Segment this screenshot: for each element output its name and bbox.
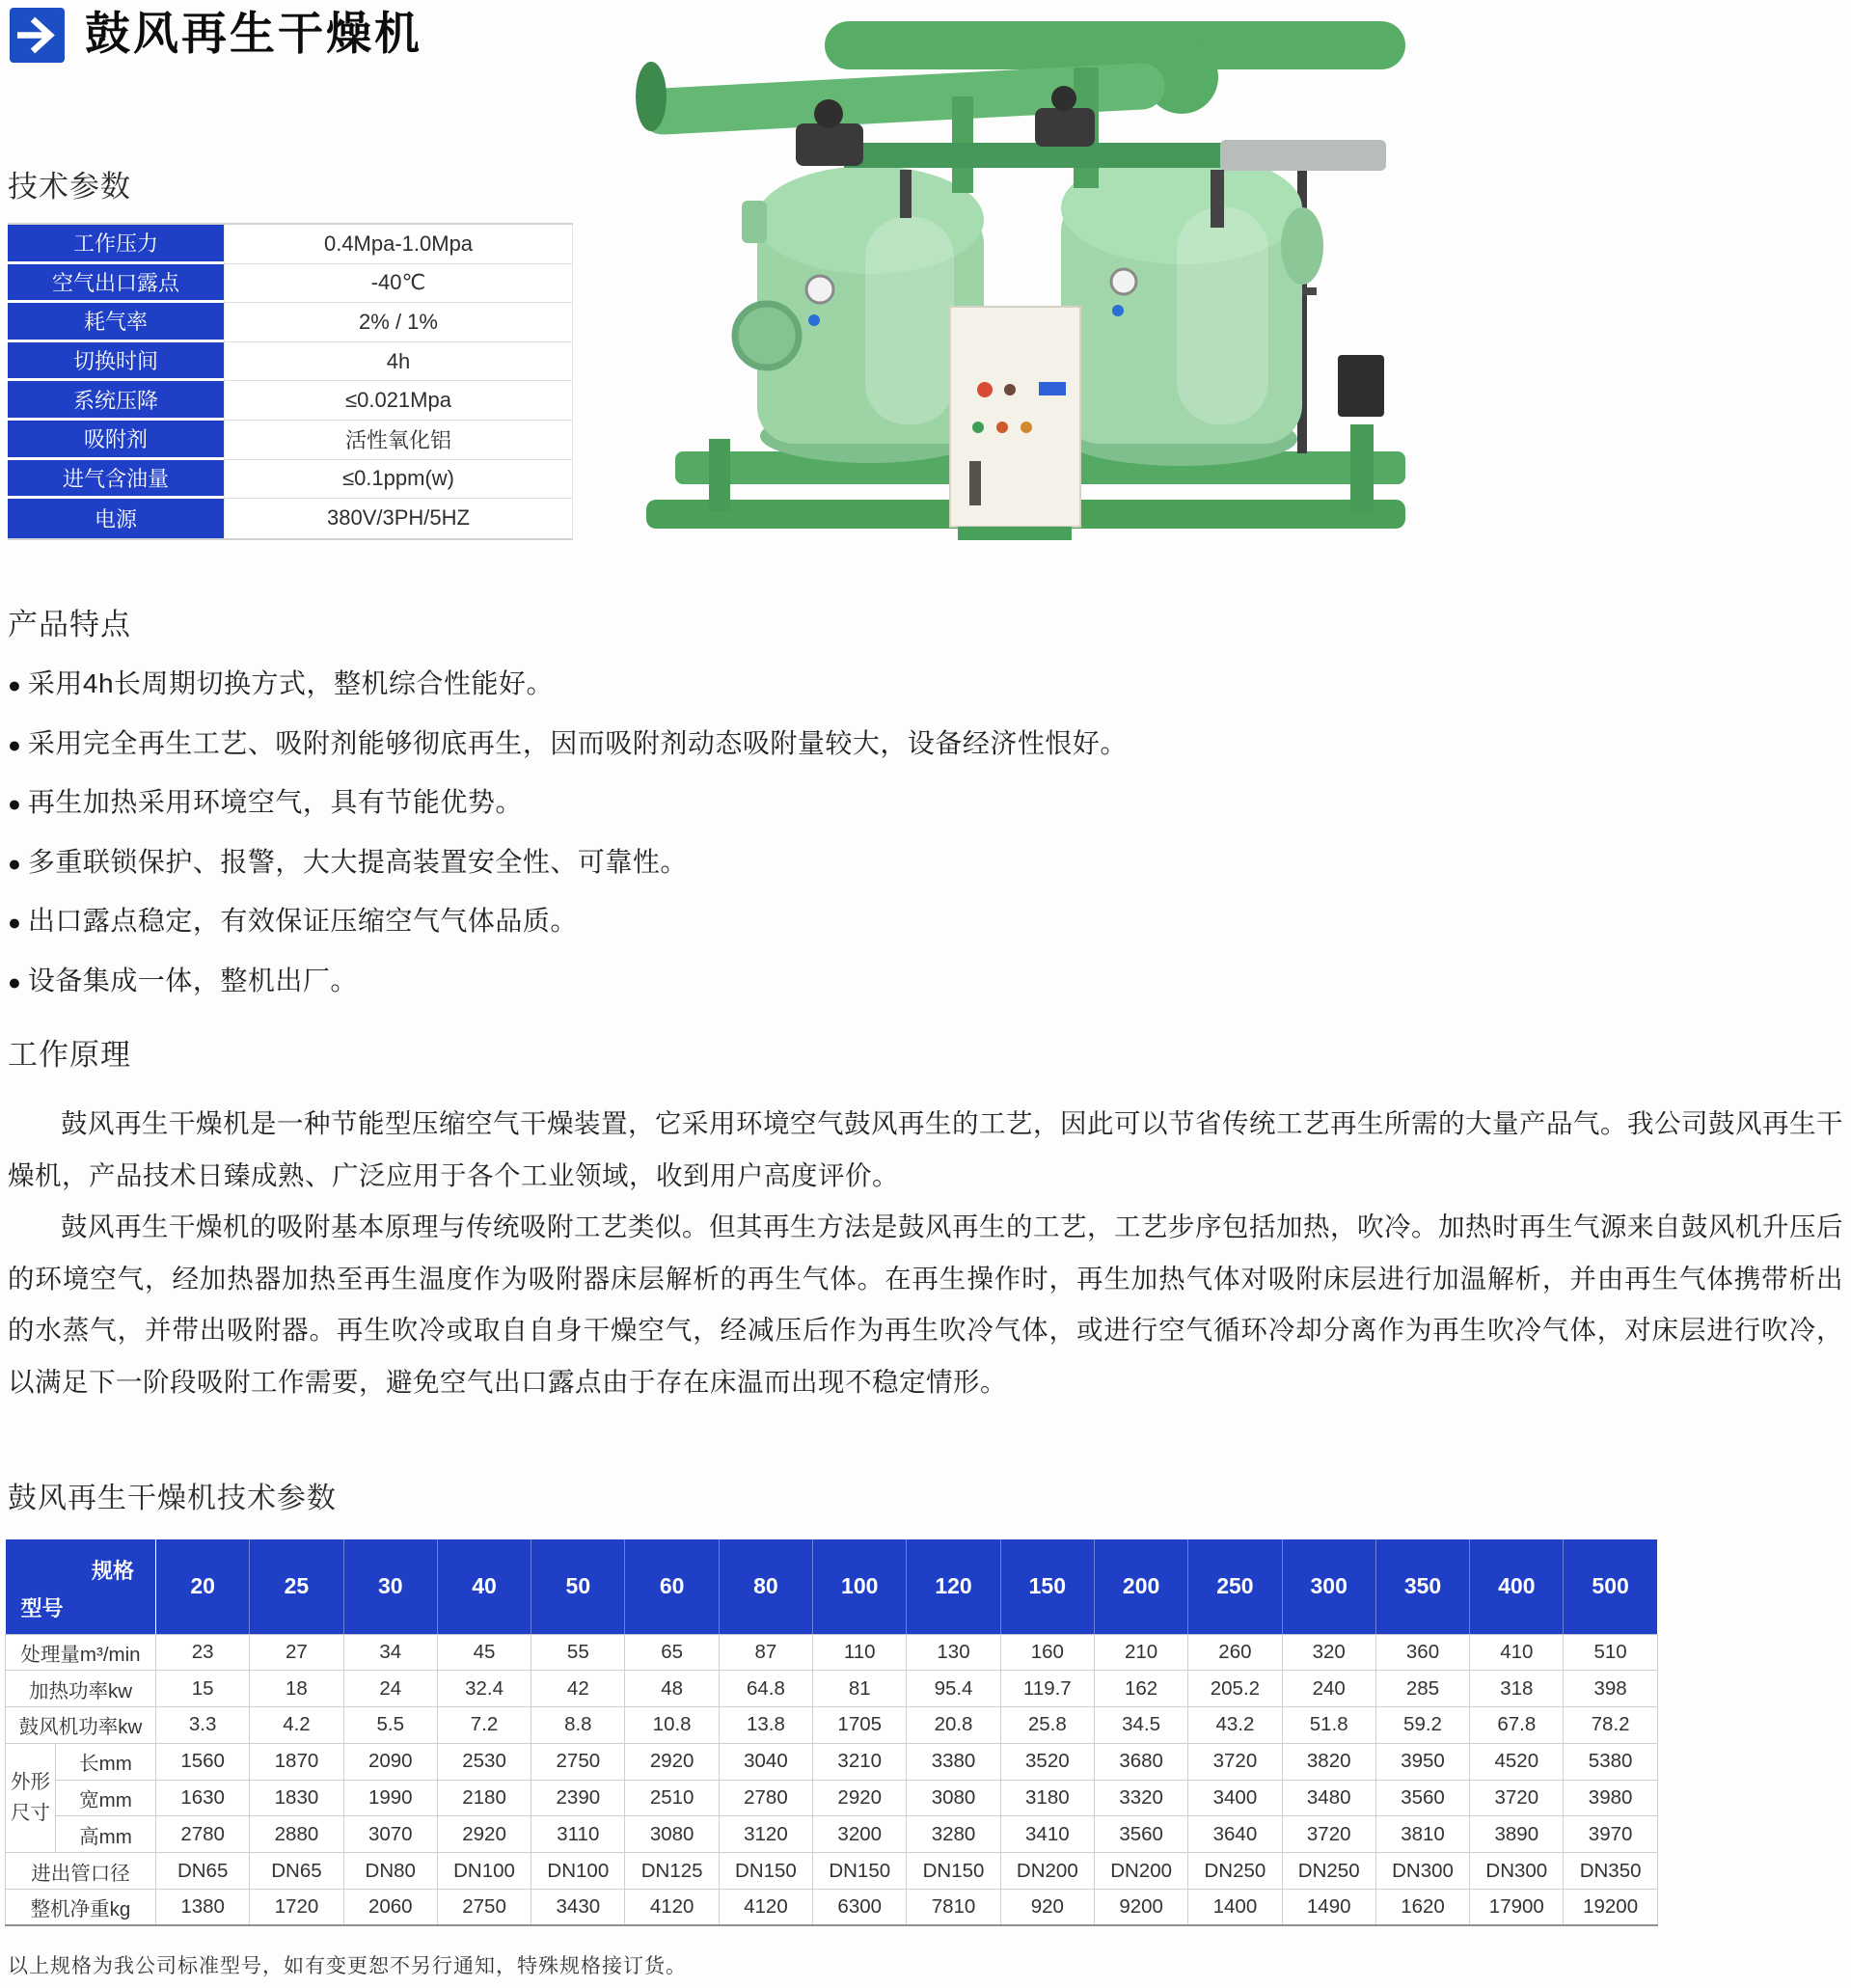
- control-cabinet: [950, 307, 1080, 540]
- spec-cell: 24: [343, 1671, 437, 1707]
- spec-cell: 67.8: [1470, 1707, 1564, 1744]
- tech-param-value: 活性氧化铝: [224, 421, 572, 460]
- spec-cell: 48: [625, 1671, 719, 1707]
- bullet-icon: ●: [8, 850, 21, 876]
- spec-cell: 3040: [719, 1743, 812, 1780]
- spec-row-label: 鼓风机功率kw: [6, 1707, 156, 1744]
- spec-column-header: 20: [156, 1539, 250, 1634]
- principle-text: [8, 1098, 1843, 1407]
- spec-cell: 320: [1282, 1634, 1375, 1671]
- spec-cell: 4520: [1470, 1743, 1564, 1780]
- spec-cell: 398: [1564, 1671, 1657, 1707]
- tech-params-heading: 技术参数: [8, 170, 131, 204]
- spec-cell: 1620: [1375, 1890, 1469, 1926]
- tank-right: [1061, 152, 1323, 466]
- spec-cell: 3680: [1094, 1743, 1187, 1780]
- spec-row-label: 长mm: [56, 1743, 156, 1780]
- spec-cell: 43.2: [1188, 1707, 1282, 1744]
- spec-cell: 920: [1000, 1890, 1094, 1926]
- spec-column-header: 250: [1188, 1539, 1282, 1634]
- spec-cell: 42: [531, 1671, 625, 1707]
- spec-cell: 2920: [625, 1743, 719, 1780]
- tech-param-value: 4h: [224, 342, 572, 382]
- tech-param-value: -40℃: [224, 264, 572, 304]
- spec-column-header: 50: [531, 1539, 625, 1634]
- arrow-right-glyph: [10, 8, 65, 63]
- spec-cell: 19200: [1564, 1890, 1657, 1926]
- spec-cell: 9200: [1094, 1890, 1187, 1926]
- spec-cell: 18: [250, 1671, 343, 1707]
- spec-cell: DN300: [1375, 1853, 1469, 1890]
- spec-cell: 7.2: [437, 1707, 531, 1744]
- tech-param-value: ≤0.1ppm(w): [224, 460, 572, 500]
- page-title: 鼓风再生干燥机: [85, 8, 422, 59]
- spec-cell: 5380: [1564, 1743, 1657, 1780]
- spec-cell: 3410: [1000, 1816, 1094, 1853]
- spec-cell: DN200: [1094, 1853, 1187, 1890]
- spec-column-header: 300: [1282, 1539, 1375, 1634]
- spec-cell: 3970: [1564, 1816, 1657, 1853]
- spec-cell: DN250: [1282, 1853, 1375, 1890]
- spec-cell: DN250: [1188, 1853, 1282, 1890]
- spec-cell: 2750: [437, 1890, 531, 1926]
- spec-cell: 25.8: [1000, 1707, 1094, 1744]
- spec-cell: 1720: [250, 1890, 343, 1926]
- spec-cell: 34: [343, 1634, 437, 1671]
- spec-cell: 5.5: [343, 1707, 437, 1744]
- spec-row: [6, 1853, 1658, 1890]
- tech-param-label: 切换时间: [8, 342, 224, 382]
- spec-cell: 1380: [156, 1890, 250, 1926]
- spec-cell: 4120: [719, 1890, 812, 1926]
- spec-column-header: 100: [813, 1539, 907, 1634]
- spec-cell: 510: [1564, 1634, 1657, 1671]
- spec-cell: 2390: [531, 1780, 625, 1816]
- spec-cell: 3520: [1000, 1743, 1094, 1780]
- feature-item: [8, 666, 1165, 725]
- tech-param-row: [8, 303, 572, 342]
- spec-cell: 45: [437, 1634, 531, 1671]
- spec-cell: 3180: [1000, 1780, 1094, 1816]
- tech-param-label: 进气含油量: [8, 460, 224, 500]
- spec-cell: 3110: [531, 1816, 625, 1853]
- spec-cell: 3720: [1470, 1780, 1564, 1816]
- feature-item: [8, 784, 1165, 844]
- spec-column-header: 400: [1470, 1539, 1564, 1634]
- spec-cell: 2750: [531, 1743, 625, 1780]
- spec-cell: 6300: [813, 1890, 907, 1926]
- spec-cell: 285: [1375, 1671, 1469, 1707]
- spec-cell: 95.4: [907, 1671, 1000, 1707]
- spec-column-header: 120: [907, 1539, 1000, 1634]
- spec-row-label: 高mm: [56, 1816, 156, 1853]
- principle-paragraph: 鼓风再生干燥机是一种节能型压缩空气干燥装置，它采用环境空气鼓风再生的工艺，因此可以节省传统工艺再生所需的大量产品气。我公司鼓风再生干燥机，产品技术日臻成熟、广泛应用于各个工业领域，收到用户高度评价。: [8, 1108, 1843, 1190]
- principle-heading: 工作原理: [8, 1038, 131, 1072]
- spec-cell: 260: [1188, 1634, 1282, 1671]
- spec-cell: 2780: [719, 1780, 812, 1816]
- spec-cell: 64.8: [719, 1671, 812, 1707]
- spec-cell: 3720: [1188, 1743, 1282, 1780]
- tech-params-table: [8, 223, 573, 540]
- spec-cell: 2510: [625, 1780, 719, 1816]
- spec-cell: 3400: [1188, 1780, 1282, 1816]
- spec-cell: 110: [813, 1634, 907, 1671]
- spec-cell: 3070: [343, 1816, 437, 1853]
- spec-column-header: 150: [1000, 1539, 1094, 1634]
- footer-note: 以上规格为我公司标准型号，如有变更恕不另行通知，特殊规格接订货。: [8, 1955, 687, 1977]
- spec-cell: 205.2: [1188, 1671, 1282, 1707]
- spec-table: [5, 1539, 1658, 1926]
- spec-cell: 2780: [156, 1816, 250, 1853]
- spec-table-wrap: [5, 1539, 1658, 1926]
- spec-cell: DN150: [907, 1853, 1000, 1890]
- spec-row-label: 整机净重kg: [6, 1890, 156, 1926]
- spec-cell: 32.4: [437, 1671, 531, 1707]
- spec-cell: 23: [156, 1634, 250, 1671]
- spec-row: [6, 1890, 1658, 1926]
- features-heading: 产品特点: [8, 608, 131, 641]
- spec-cell: 2090: [343, 1743, 437, 1780]
- spec-cell: 17900: [1470, 1890, 1564, 1926]
- spec-cell: 2920: [813, 1780, 907, 1816]
- spec-cell: 7810: [907, 1890, 1000, 1926]
- spec-cell: 3560: [1094, 1816, 1187, 1853]
- spec-column-header: 80: [719, 1539, 812, 1634]
- spec-cell: 3980: [1564, 1780, 1657, 1816]
- spec-column-header: 30: [343, 1539, 437, 1634]
- spec-cell: 13.8: [719, 1707, 812, 1744]
- feature-text: 采用完全再生工艺、吸附剂能够彻底再生，因而吸附剂动态吸附量较大，设备经济性恨好。: [27, 727, 1128, 758]
- tech-param-value: 0.4Mpa-1.0Mpa: [224, 225, 572, 264]
- features-list: [8, 666, 1165, 1021]
- feature-text: 多重联锁保护、报警，大大提高装置安全性、可靠性。: [27, 846, 688, 877]
- tech-param-row: [8, 225, 572, 264]
- spec-cell: DN100: [531, 1853, 625, 1890]
- spec-cell: 34.5: [1094, 1707, 1187, 1744]
- tech-param-row: [8, 342, 572, 382]
- feature-text: 再生加热采用环境空气，具有节能优势。: [27, 787, 523, 817]
- spec-cell: 3210: [813, 1743, 907, 1780]
- spec-cell: DN300: [1470, 1853, 1564, 1890]
- tech-param-label: 吸附剂: [8, 421, 224, 460]
- spec-row: [6, 1634, 1658, 1671]
- spec-cell: 3950: [1375, 1743, 1469, 1780]
- spec-cell: 2060: [343, 1890, 437, 1926]
- principle-paragraph: 鼓风再生干燥机的吸附基本原理与传统吸附工艺类似。但其再生方法是鼓风再生的工艺，工艺步序包括加热，吹冷。加热时再生气源来自鼓风机升压后的环境空气，经加热器加热至再生温度作为吸附器床层解析的再生气体。在再生操作时，再生加热气体对吸附床层进行加温解析，并由再生气体携带析出的水蒸气，并带出吸附器。再生吹冷或取自自身干燥空气，经减压后作为再生吹冷气体，或进行空气循环冷却分离作为再生吹冷气体，对床层进行吹冷，以满足下一阶段吸附工作需要，避免空气出口露点由于存在床温而出现不稳定情形。: [8, 1212, 1843, 1397]
- spec-cell: DN65: [156, 1853, 250, 1890]
- spec-cell: 3430: [531, 1890, 625, 1926]
- spec-cell: 2920: [437, 1816, 531, 1853]
- spec-cell: 210: [1094, 1634, 1187, 1671]
- spec-cell: DN125: [625, 1853, 719, 1890]
- spec-group-label: 外形尺寸: [6, 1743, 56, 1852]
- spec-row-label: 进出管口径: [6, 1853, 156, 1890]
- spec-cell: 81: [813, 1671, 907, 1707]
- product-photo: [622, 0, 1405, 552]
- spec-cell: 3080: [625, 1816, 719, 1853]
- spec-cell: 3.3: [156, 1707, 250, 1744]
- spec-row-label: 处理量m³/min: [6, 1634, 156, 1671]
- spec-cell: 8.8: [531, 1707, 625, 1744]
- tech-param-label: 系统压降: [8, 381, 224, 421]
- spec-cell: 119.7: [1000, 1671, 1094, 1707]
- spec-cell: DN80: [343, 1853, 437, 1890]
- feature-item: [8, 903, 1165, 963]
- side-component: [1338, 355, 1384, 417]
- spec-column-header: 40: [437, 1539, 531, 1634]
- spec-cell: 3820: [1282, 1743, 1375, 1780]
- spec-header-row: [6, 1539, 1658, 1634]
- arrow-right-icon: [10, 8, 65, 63]
- spec-cell: DN150: [719, 1853, 812, 1890]
- spec-cell: 360: [1375, 1634, 1469, 1671]
- spec-cell: 1990: [343, 1780, 437, 1816]
- spec-cell: DN200: [1000, 1853, 1094, 1890]
- spec-column-header: 25: [250, 1539, 343, 1634]
- tech-param-label: 电源: [8, 499, 224, 538]
- spec-corner-bottom: 型号: [20, 1595, 64, 1620]
- spec-table-heading: 鼓风再生干燥机技术参数: [8, 1483, 337, 1514]
- spec-cell: 1560: [156, 1743, 250, 1780]
- bullet-icon: ●: [8, 968, 21, 994]
- spec-cell: 4120: [625, 1890, 719, 1926]
- spec-row-label: 宽mm: [56, 1780, 156, 1816]
- spec-cell: 3560: [1375, 1780, 1469, 1816]
- spec-row: [6, 1707, 1658, 1744]
- feature-item: [8, 963, 1165, 1022]
- spec-cell: 1630: [156, 1780, 250, 1816]
- spec-cell: 130: [907, 1634, 1000, 1671]
- spec-cell: 2180: [437, 1780, 531, 1816]
- spec-cell: 162: [1094, 1671, 1187, 1707]
- bullet-icon: ●: [8, 910, 21, 935]
- spec-cell: 55: [531, 1634, 625, 1671]
- tech-param-value: ≤0.021Mpa: [224, 381, 572, 421]
- tech-param-label: 耗气率: [8, 303, 224, 342]
- spec-row: [6, 1743, 1658, 1780]
- spec-cell: 2880: [250, 1816, 343, 1853]
- feature-text: 采用4h长周期切换方式，整机综合性能好。: [27, 668, 555, 698]
- spec-cell: 3080: [907, 1780, 1000, 1816]
- spec-cell: 3640: [1188, 1816, 1282, 1853]
- tech-param-row: [8, 460, 572, 500]
- bullet-icon: ●: [8, 672, 21, 697]
- spec-cell: 3320: [1094, 1780, 1187, 1816]
- tech-param-label: 工作压力: [8, 225, 224, 264]
- spec-cell: 3380: [907, 1743, 1000, 1780]
- spec-column-header: 500: [1564, 1539, 1657, 1634]
- tech-param-value: 380V/3PH/5HZ: [224, 499, 572, 538]
- spec-cell: DN150: [813, 1853, 907, 1890]
- spec-cell: 3480: [1282, 1780, 1375, 1816]
- spec-cell: 20.8: [907, 1707, 1000, 1744]
- spec-cell: 1400: [1188, 1890, 1282, 1926]
- tech-param-label: 空气出口露点: [8, 264, 224, 304]
- feature-item: [8, 844, 1165, 904]
- spec-cell: 87: [719, 1634, 812, 1671]
- spec-cell: 410: [1470, 1634, 1564, 1671]
- feature-text: 设备集成一体，整机出厂。: [27, 965, 358, 995]
- spec-cell: 1705: [813, 1707, 907, 1744]
- spec-cell: 318: [1470, 1671, 1564, 1707]
- tank-left: [735, 166, 984, 463]
- spec-cell: 3810: [1375, 1816, 1469, 1853]
- spec-cell: 3120: [719, 1816, 812, 1853]
- tech-param-value: 2% / 1%: [224, 303, 572, 342]
- spec-column-header: 60: [625, 1539, 719, 1634]
- spec-cell: DN100: [437, 1853, 531, 1890]
- spec-cell: 27: [250, 1634, 343, 1671]
- spec-cell: 3280: [907, 1816, 1000, 1853]
- bullet-icon: ●: [8, 731, 21, 757]
- spec-cell: 65: [625, 1634, 719, 1671]
- spec-cell: 3200: [813, 1816, 907, 1853]
- spec-cell: 1870: [250, 1743, 343, 1780]
- tech-param-row: [8, 381, 572, 421]
- spec-cell: 240: [1282, 1671, 1375, 1707]
- spec-corner-top: 规格: [91, 1559, 134, 1583]
- tech-param-row: [8, 421, 572, 460]
- spec-cell: 51.8: [1282, 1707, 1375, 1744]
- spec-cell: 160: [1000, 1634, 1094, 1671]
- spec-row: [6, 1780, 1658, 1816]
- spec-cell: 59.2: [1375, 1707, 1469, 1744]
- spec-cell: 78.2: [1564, 1707, 1657, 1744]
- bullet-icon: ●: [8, 791, 21, 816]
- spec-cell: 4.2: [250, 1707, 343, 1744]
- spec-column-header: 350: [1375, 1539, 1469, 1634]
- spec-corner-cell: [6, 1539, 156, 1634]
- spec-cell: 15: [156, 1671, 250, 1707]
- spec-cell: 2530: [437, 1743, 531, 1780]
- spec-row-label: 加热功率kw: [6, 1671, 156, 1707]
- spec-cell: DN350: [1564, 1853, 1657, 1890]
- spec-cell: 3720: [1282, 1816, 1375, 1853]
- spec-column-header: 200: [1094, 1539, 1187, 1634]
- tech-param-row: [8, 499, 572, 538]
- tech-param-row: [8, 264, 572, 304]
- spec-cell: DN65: [250, 1853, 343, 1890]
- feature-text: 出口露点稳定，有效保证压缩空气气体品质。: [27, 906, 578, 936]
- spec-cell: 3890: [1470, 1816, 1564, 1853]
- spec-cell: 1830: [250, 1780, 343, 1816]
- feature-item: [8, 725, 1165, 785]
- spec-row: [6, 1671, 1658, 1707]
- spec-cell: 10.8: [625, 1707, 719, 1744]
- spec-cell: 1490: [1282, 1890, 1375, 1926]
- spec-row: [6, 1816, 1658, 1853]
